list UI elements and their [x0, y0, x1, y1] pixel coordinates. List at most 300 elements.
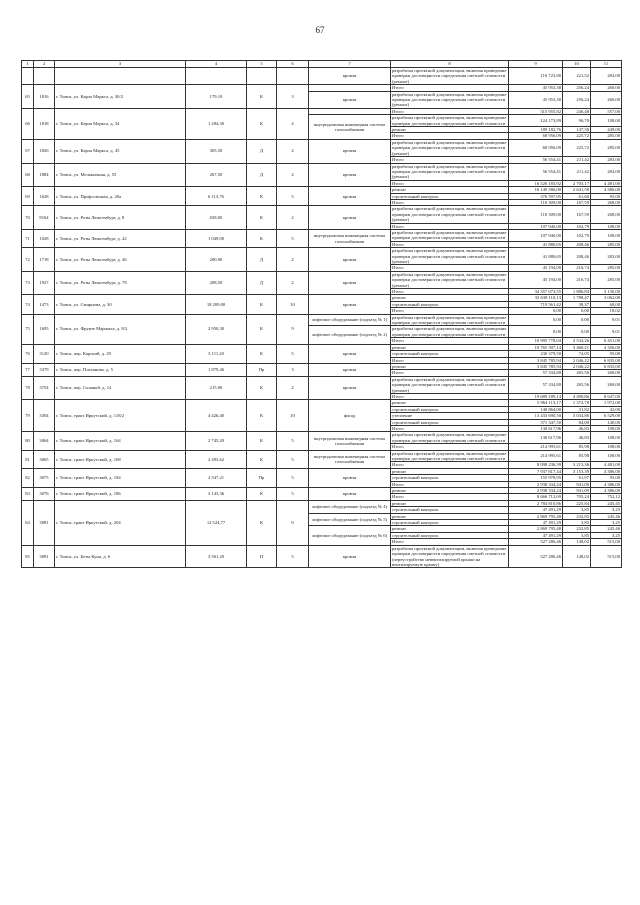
cost-limit: 3 062,00: [591, 295, 622, 301]
cost-limit: 68,00: [591, 301, 622, 307]
house-address: г. Томск, ул. Карла Маркса, д. 30/2: [55, 85, 186, 109]
cost-total: 45 953,38: [509, 85, 563, 91]
house-address: г. Томск, пер. Соляной, д. 14: [55, 376, 186, 400]
cost-total: 33 638 110,13: [509, 295, 563, 301]
floors: 3: [277, 85, 309, 109]
repair-element: кровля: [309, 163, 391, 187]
row-number: 69: [22, 187, 34, 206]
floors: 2: [277, 271, 309, 295]
cost-limit: 283,00: [591, 163, 622, 180]
house-area: 658,00: [186, 206, 247, 230]
house-code: 3075: [34, 468, 55, 487]
table-row: [22, 68, 622, 85]
house-code: 1695: [34, 314, 55, 344]
cost-limit: 245,46: [591, 526, 622, 532]
cost-per-sqm: 0,00: [563, 308, 591, 314]
work-type: разработка проектной документации, включая проведение проверки достоверности определения сметной стоимости: [391, 326, 509, 338]
cost-per-sqm: 3 034,86: [563, 413, 591, 419]
cost-limit: 1 972,00: [591, 400, 622, 406]
house-code: 3065: [34, 450, 55, 468]
cost-limit: 108,00: [591, 229, 622, 241]
cost-per-sqm: 3,85: [563, 532, 591, 538]
cost-per-sqm: 1 788,47: [563, 295, 591, 301]
cost-per-sqm: 208,46: [563, 241, 591, 247]
cost-limit: 6 835,00: [591, 363, 622, 369]
work-type: ремонт: [391, 363, 509, 369]
house-area: 215,90: [186, 376, 247, 400]
header-cell: 4: [186, 61, 247, 68]
house-code: 1818: [34, 108, 55, 139]
work-type: Итого: [391, 539, 509, 545]
floors: 3: [277, 363, 309, 376]
cost-total: 47 491,29: [509, 507, 563, 513]
repair-element: кровля: [309, 139, 391, 163]
cost-per-sqm: 38,37: [563, 301, 591, 307]
cost-total: 13 433 690,50: [509, 413, 563, 419]
house-code: 8164: [34, 206, 55, 230]
floors: 5: [277, 545, 309, 568]
house-address: г. Томск, ул. Карла Маркса, д. 34: [55, 108, 186, 139]
cost-total: 0,00: [509, 314, 563, 326]
cost-total: 19 689 189,14: [509, 393, 563, 399]
cost-total: 0,00: [509, 326, 563, 338]
cost-limit: 4 386,00: [591, 187, 622, 193]
repair-element: фасад: [309, 400, 391, 432]
wall-material: К: [247, 314, 277, 344]
work-type: Итого: [391, 425, 509, 431]
cost-limit: 4 386,00: [591, 468, 622, 474]
work-type: разработка проектной документации, включая проведение проверки достоверности определения сметной стоимости: [391, 115, 509, 127]
work-type: разработка проектной документации, включая проведение проверки достоверности определения сметной стоимости: [391, 229, 509, 241]
work-type: разработка проектной документации, включая проведение проверки достоверности определения сметной стоимости (ремонт): [391, 163, 509, 180]
work-type: разработка проектной документации, включая проведение проверки достоверности определения сметной стоимости (ремонт): [391, 376, 509, 393]
cost-per-sqm: 232,85: [563, 513, 591, 519]
cost-limit: 268,00: [591, 199, 622, 205]
cost-per-sqm: 1 374,78: [563, 400, 591, 406]
cost-limit: 245,45: [591, 500, 622, 506]
wall-material: К: [247, 187, 277, 206]
floors: 2: [277, 139, 309, 163]
cost-limit: 268,00: [591, 206, 622, 223]
cost-total: 68 956,09: [509, 133, 563, 139]
repair-element: лифтовое оборудование (подъезд № 4): [309, 500, 391, 513]
cost-per-sqm: 102,79: [563, 223, 591, 229]
cost-limit: 4 481,00: [591, 180, 622, 186]
cost-per-sqm: 46,83: [563, 432, 591, 444]
cost-limit: 283,00: [591, 157, 622, 163]
cost-limit: 108,00: [591, 223, 622, 229]
cost-total: 45 953,38: [509, 91, 563, 108]
work-type: строительный контроль: [391, 351, 509, 357]
cost-limit: 4 386,00: [591, 488, 622, 494]
repair-element: кровля: [309, 488, 391, 501]
cost-per-sqm: 148,02: [563, 539, 591, 545]
house-area: [186, 68, 247, 85]
repair-element: кровля: [309, 206, 391, 230]
cost-total: 110 309,00: [509, 206, 563, 223]
work-type: ремонт: [391, 526, 509, 532]
work-type: строительный контроль: [391, 507, 509, 513]
wall-material: К: [247, 206, 277, 230]
cost-per-sqm: 2 703,17: [563, 180, 591, 186]
cost-limit: 283,00: [591, 68, 622, 85]
cost-total: 110 309,00: [509, 199, 563, 205]
cost-total: 16 526 183,92: [509, 180, 563, 186]
row-number: 78: [22, 376, 34, 400]
cost-total: 130 617,96: [509, 432, 563, 444]
cost-per-sqm: 225,72: [563, 133, 591, 139]
row-number: 83: [22, 488, 34, 501]
house-address: г. Томск, ул. Розы Люксембург, д. 8: [55, 206, 186, 230]
wall-material: К: [247, 500, 277, 545]
work-type: Итого: [391, 370, 509, 376]
cost-total: 140 864,00: [509, 406, 563, 412]
cost-per-sqm: 232,85: [563, 526, 591, 532]
table-row: [22, 450, 622, 462]
cost-total: 56 554,41: [509, 163, 563, 180]
cost-total: 0,00: [509, 308, 563, 314]
cost-per-sqm: 2 641,58: [563, 187, 591, 193]
header-cell: 7: [309, 61, 391, 68]
cost-total: 2 869 795,48: [509, 526, 563, 532]
row-number: 79: [22, 400, 34, 432]
cost-limit: 108,00: [591, 115, 622, 127]
cost-total: 155 978,95: [509, 475, 563, 481]
cost-per-sqm: 167,59: [563, 199, 591, 205]
cost-per-sqm: 31,82: [563, 406, 591, 412]
cost-total: 371 347,50: [509, 419, 563, 425]
cost-total: 47 491,29: [509, 520, 563, 526]
work-type: Итого: [391, 308, 509, 314]
house-code: 3379: [34, 363, 55, 376]
cost-per-sqm: 216,74: [563, 271, 591, 288]
cost-total: 3 845 785,94: [509, 357, 563, 363]
work-type: ремонт: [391, 187, 509, 193]
floors: 5: [277, 344, 309, 363]
cost-per-sqm: 96,70: [563, 115, 591, 127]
cost-total: 16 149 586,00: [509, 187, 563, 193]
wall-material: Пр: [247, 363, 277, 376]
repair-element: кровля: [309, 91, 391, 108]
repair-element: лифтовое оборудование (подъезд № 6): [309, 526, 391, 545]
work-type: Итого: [391, 481, 509, 487]
wall-material: К: [247, 108, 277, 139]
cost-limit: 515,00: [591, 545, 622, 568]
row-number: 71: [22, 229, 34, 247]
repair-element: внутридомовая инженерная система газоснабжения: [309, 229, 391, 247]
work-type: строительный контроль: [391, 406, 509, 412]
cost-limit: 285,00: [591, 271, 622, 288]
wall-material: Пр: [247, 468, 277, 487]
cost-limit: 245,46: [591, 513, 622, 519]
cost-total: 3 845 785,94: [509, 363, 563, 369]
cost-limit: 260,00: [591, 91, 622, 108]
house-code: 1816: [34, 85, 55, 109]
cost-total: 2 938 334,24: [509, 481, 563, 487]
work-type: Итого: [391, 289, 509, 295]
work-type: ремонт: [391, 295, 509, 301]
cost-limit: 108,00: [591, 432, 622, 444]
house-address: г. Томск, ул. Фрунзе Маршала, д. 8/2: [55, 314, 186, 344]
cost-limit: 515,00: [591, 539, 622, 545]
house-area: 2 950,30: [186, 314, 247, 344]
cost-total: 8 098 236,39: [509, 462, 563, 468]
house-area: 1 879,46: [186, 363, 247, 376]
work-type: Итого: [391, 338, 509, 344]
work-type: разработка проектной документации, включая проведение проверки достоверности определения сметной стоимости (ремонт): [391, 248, 509, 265]
floors: 2: [277, 206, 309, 230]
work-type: разработка проектной документации, включая проведение проверки достоверности определения сметной стоимости (ремонт): [391, 68, 509, 85]
row-number: 66: [22, 108, 34, 139]
work-type: строительный контроль: [391, 520, 509, 526]
cost-per-sqm: 941,09: [563, 488, 591, 494]
work-type: разработка проектной документации, включая проведение проверки достоверности определения сметной стоимости (ремонт): [391, 271, 509, 288]
house-address: г. Томск, пер. Карский, д. 29: [55, 344, 186, 363]
house-code: 3304: [34, 400, 55, 432]
work-type: Итого: [391, 180, 509, 186]
house-area: 1 049,00: [186, 229, 247, 247]
header-cell: 9: [509, 61, 563, 68]
house-address: г. Томск, ул. Розы Люксембург, д. 78: [55, 271, 186, 295]
floors: 5: [277, 450, 309, 468]
cost-total: 41 880,65: [509, 241, 563, 247]
wall-material: К: [247, 400, 277, 432]
row-number: 75: [22, 314, 34, 344]
repair-element: кровля: [309, 344, 391, 363]
row-number: 81: [22, 450, 34, 468]
floors: 5: [277, 488, 309, 501]
cost-limit: 285,00: [591, 133, 622, 139]
house-area: 2 493,62: [186, 450, 247, 468]
cost-limit: 8 647,00: [591, 393, 622, 399]
floors: [277, 68, 309, 85]
work-type: ремонт: [391, 400, 509, 406]
work-type: разработка проектной документации, включая проведение проверки достоверности определения сметной стоимости (ремонт): [391, 139, 509, 156]
house-address: г. Томск, тракт Иркутский, д. 186: [55, 488, 186, 501]
house-address: г. Томск, тракт Иркутский, д. 118/2: [55, 400, 186, 432]
cost-per-sqm: 4 490,86: [563, 393, 591, 399]
cost-per-sqm: 705,24: [563, 494, 591, 500]
work-type: ремонт: [391, 513, 509, 519]
repair-element: лифтовое оборудование (подъезд № 1): [309, 314, 391, 326]
row-number: 74: [22, 295, 34, 314]
wall-material: Д: [247, 248, 277, 272]
table-row: [22, 376, 622, 393]
house-area: 3 561,20: [186, 545, 247, 568]
work-type: строительный контроль: [391, 532, 509, 538]
work-type: Итого: [391, 494, 509, 500]
cost-total: 214 995,61: [509, 450, 563, 462]
cost-limit: 283,00: [591, 248, 622, 265]
cost-total: 57 334,80: [509, 376, 563, 393]
row-number: 72: [22, 248, 34, 272]
cost-per-sqm: 256,24: [563, 91, 591, 108]
row-number: [22, 68, 34, 85]
cost-per-sqm: 2 046,22: [563, 357, 591, 363]
floors: 9: [277, 314, 309, 344]
wall-material: К: [247, 295, 277, 314]
work-type: строительный контроль: [391, 475, 509, 481]
cost-total: 5 964 113,17: [509, 400, 563, 406]
header-cell: 1: [22, 61, 34, 68]
house-area: 267,50: [186, 163, 247, 187]
house-address: г. Томск, тракт Иркутский, д. 168: [55, 450, 186, 468]
cost-total: 8 666 712,69: [509, 494, 563, 500]
cost-per-sqm: 0,00: [563, 314, 591, 326]
work-type: Итого: [391, 199, 509, 205]
cost-total: 107 940,00: [509, 229, 563, 241]
cost-limit: 3 130,00: [591, 289, 622, 295]
cost-per-sqm: 3,85: [563, 520, 591, 526]
cost-total: 10 995 778,04: [509, 338, 563, 344]
house-area: 305,50: [186, 139, 247, 163]
repair-element: лифтовое оборудование (подъезд № 5): [309, 513, 391, 526]
work-type: Итого: [391, 265, 509, 271]
floors: 5: [277, 468, 309, 487]
repair-element: кровля: [309, 295, 391, 314]
cost-limit: 108,00: [591, 444, 622, 450]
cost-total: 130 617,96: [509, 425, 563, 431]
house-area: 179,10: [186, 85, 247, 109]
cost-per-sqm: 211,42: [563, 163, 591, 180]
cost-limit: 9,01: [591, 314, 622, 326]
cost-limit: 4 481,00: [591, 462, 622, 468]
house-code: 3081: [34, 500, 55, 545]
table-row: [22, 139, 622, 156]
row-number: 70: [22, 206, 34, 230]
header-cell: 3: [55, 61, 186, 68]
work-type: разработка проектной документации, включая проведение проверки достоверности определения сметной стоимости: [391, 314, 509, 326]
wall-material: К: [247, 432, 277, 450]
house-address: г. Томск, ул. Мельничная, д. 55: [55, 163, 186, 187]
table-row: [22, 206, 622, 223]
repair-element: кровля: [309, 271, 391, 295]
work-type: разработка проектной документации, включая проведение проверки достоверности определения сметной стоимости (ремонт): [391, 206, 509, 223]
house-code: 3120: [34, 344, 55, 363]
table-row: [22, 229, 622, 241]
row-number: 67: [22, 139, 34, 163]
wall-material: К: [247, 229, 277, 247]
header-cell: 11: [591, 61, 622, 68]
table-row: [22, 271, 622, 288]
capital-repair-table: [21, 60, 622, 568]
house-address: [55, 68, 186, 85]
cost-limit: 4 356,00: [591, 344, 622, 350]
cost-total: 10 765 397,14: [509, 344, 563, 350]
cost-limit: 260,00: [591, 85, 622, 91]
house-address: г. Томск, ул. Карла Маркса, д. 45: [55, 139, 186, 163]
house-address: г. Томск, ул. Беты Куна, д. 6: [55, 545, 186, 568]
work-type: Итого: [391, 133, 509, 139]
cost-total: 45 194,00: [509, 265, 563, 271]
cost-per-sqm: 3,85: [563, 507, 591, 513]
cost-per-sqm: 246,48: [563, 108, 591, 114]
cost-per-sqm: 265,56: [563, 370, 591, 376]
row-number: 73: [22, 271, 34, 295]
cost-per-sqm: 3 153,39: [563, 468, 591, 474]
floors: 2: [277, 163, 309, 187]
cost-limit: 108,00: [591, 450, 622, 462]
header-cell: 5: [247, 61, 277, 68]
cost-limit: 449,00: [591, 127, 622, 133]
house-code: 3754: [34, 376, 55, 400]
cost-total: 41 880,65: [509, 248, 563, 265]
work-type: разработка проектной документации, включая проведение проверки достоверности определения сметной стоимости (переустройство невентилируемой крыши на вентилируемую крышу): [391, 545, 509, 568]
header-row: [22, 61, 622, 68]
cost-per-sqm: 147,30: [563, 127, 591, 133]
cost-limit: 557,00: [591, 108, 622, 114]
cost-per-sqm: 221,52: [563, 68, 591, 85]
repair-element: кровля: [309, 68, 391, 85]
cost-total: 107 940,00: [509, 223, 563, 229]
repair-element: кровля: [309, 248, 391, 272]
cost-per-sqm: 225,84: [563, 500, 591, 506]
house-code: [34, 68, 55, 85]
work-type: Итого: [391, 462, 509, 468]
cost-limit: 6 835,00: [591, 357, 622, 363]
table-row: [22, 432, 622, 444]
cost-limit: 3,25: [591, 532, 622, 538]
repair-element: кровля: [309, 376, 391, 400]
wall-material: К: [247, 376, 277, 400]
cost-per-sqm: 85,98: [563, 444, 591, 450]
cost-per-sqm: 61,60: [563, 193, 591, 199]
cost-per-sqm: 265,56: [563, 376, 591, 393]
floors: 9: [277, 500, 309, 545]
repair-element: лифтовое оборудование (подъезд № 2): [309, 326, 391, 344]
wall-material: Д: [247, 163, 277, 187]
floors: 4: [277, 108, 309, 139]
work-type: ремонт: [391, 500, 509, 506]
cost-per-sqm: 208,46: [563, 248, 591, 265]
work-type: разработка проектной документации, включая проведение проверки достоверности определения сметной стоимости (ремонт): [391, 91, 509, 108]
house-code: 1628: [34, 187, 55, 206]
cost-limit: 95,00: [591, 475, 622, 481]
house-address: г. Томск, тракт Иркутский, д. 164: [55, 432, 186, 450]
house-address: г. Томск, ул. Розы Люксембург, д. 46: [55, 248, 186, 272]
cost-limit: 285,00: [591, 139, 622, 156]
cost-per-sqm: 85,98: [563, 450, 591, 462]
floors: 5: [277, 432, 309, 450]
wall-material: П: [247, 545, 277, 568]
cost-total: 57 334,80: [509, 370, 563, 376]
cost-limit: 9,01: [591, 326, 622, 338]
cost-per-sqm: 3 460,21: [563, 344, 591, 350]
house-area: 4 426,40: [186, 400, 247, 432]
work-type: разработка проектной документации, включая проведение проверки достоверности определения сметной стоимости: [391, 450, 509, 462]
work-type: Итого: [391, 241, 509, 247]
cost-total: 2 938 334,24: [509, 488, 563, 494]
repair-element: кровля: [309, 545, 391, 568]
row-number: 65: [22, 85, 34, 109]
cost-total: 527 286,46: [509, 539, 563, 545]
house-area: 2 547,21: [186, 468, 247, 487]
work-type: ремонт: [391, 344, 509, 350]
house-address: г. Томск, тракт Иркутский, д. 184: [55, 468, 186, 487]
house-area: 12 524,77: [186, 500, 247, 545]
house-code: 3081: [34, 545, 55, 568]
header-cell: 2: [34, 61, 55, 68]
cost-limit: 4 386,00: [591, 481, 622, 487]
cost-total: 47 491,29: [509, 532, 563, 538]
cost-total: 189 182,76: [509, 127, 563, 133]
cost-per-sqm: 3 534,26: [563, 338, 591, 344]
floors: 2: [277, 376, 309, 400]
cost-limit: 95,00: [591, 193, 622, 199]
cost-limit: 285,00: [591, 241, 622, 247]
house-area: 1 284,30: [186, 108, 247, 139]
cost-limit: 752,12: [591, 494, 622, 500]
